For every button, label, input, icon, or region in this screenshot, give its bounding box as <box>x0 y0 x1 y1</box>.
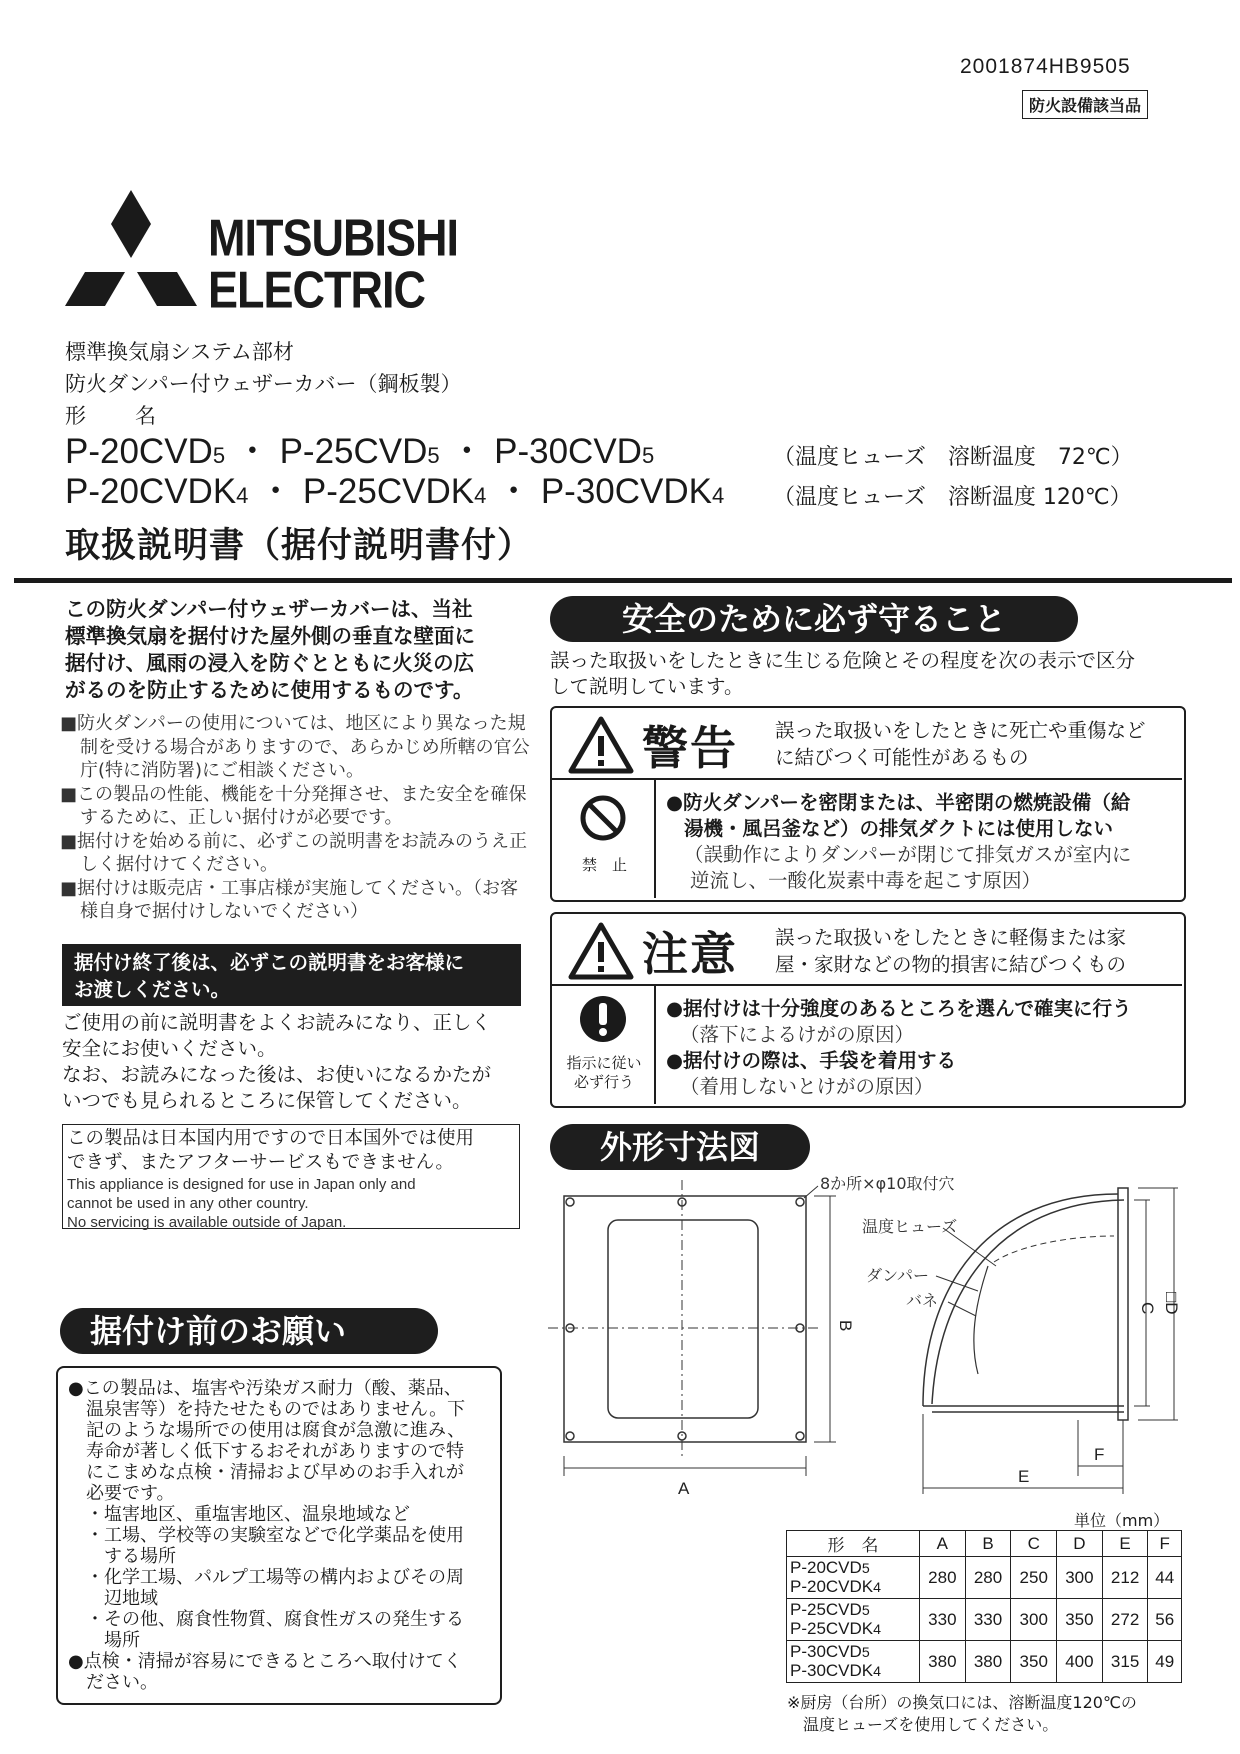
fuse-spec-120: （温度ヒューズ 溶断温度 120℃） <box>773 485 1132 510</box>
table-model-cell <box>787 1599 920 1641</box>
model-name: P-30CVD <box>494 432 642 471</box>
table-cell: 49 <box>1148 1641 1182 1683</box>
domestic-jp-line: できず、またアフターサービスもできません。 <box>67 1152 454 1173</box>
model-name: P-30CVD <box>790 1641 862 1661</box>
pre-item: ●この製品は、塩害や汚染ガス耐力（酸、薬品、 <box>68 1378 462 1399</box>
model-suffix: 4 <box>236 483 249 508</box>
caution-divider <box>552 984 1182 986</box>
read-line: なお、お読みになった後は、お使いになるかたが <box>62 1063 492 1086</box>
model-name: P-25CVDK <box>790 1618 874 1638</box>
mandatory-label-line: 必ず行う <box>573 1073 634 1091</box>
note-item: ■据付けを始める前に、必ずこの説明書をお読みのうえ正しく据付けてください。 <box>60 830 528 875</box>
warning-item-line: 逆流し、一酸化炭素中毒を起こす原因） <box>690 869 1042 892</box>
mitsubishi-logo-icon <box>64 190 199 308</box>
model-suffix: 5 <box>212 443 226 468</box>
intro-line: 標準換気扇を据付けた屋外側の垂直な壁面に <box>65 624 475 648</box>
table-cell: 350 <box>1057 1599 1103 1641</box>
dim-label-a: A <box>678 1479 690 1498</box>
document-code: 2001874HB9505 <box>960 55 1131 78</box>
pre-item: 必要です。 <box>68 1483 175 1504</box>
warning-label: 警告 <box>642 721 738 775</box>
before-install-list <box>68 1378 488 1693</box>
model-name: P-20CVD <box>65 432 213 471</box>
read-paragraph <box>62 1010 527 1114</box>
mandatory-action-icon <box>578 994 628 1044</box>
model-separator: ・ <box>449 432 485 471</box>
pre-item: 場所 <box>68 1630 140 1651</box>
warning-desc-line: 誤った取扱いをしたときに死亡や重傷など <box>775 719 1146 742</box>
caution-triangle-icon <box>568 922 634 980</box>
dimension-drawing <box>548 1176 1188 1506</box>
fire-equipment-badge: 防火設備該当品 <box>1022 90 1148 119</box>
table-cell: 280 <box>965 1557 1011 1599</box>
model-suffix: 5 <box>861 1560 870 1577</box>
pre-item: ・工場、学校等の実験室などで化学薬品を使用 <box>68 1525 464 1546</box>
model-row-1 <box>65 432 654 476</box>
caution-item-line: ●据付けの際は、手袋を着用する <box>666 1049 957 1072</box>
model-suffix: 4 <box>873 1621 882 1638</box>
table-row <box>787 1557 1182 1599</box>
handover-banner <box>62 944 521 1006</box>
brand-line-1: MITSUBISHI <box>208 208 459 268</box>
read-line: 安全にお使いください。 <box>62 1037 277 1060</box>
caution-description <box>775 924 1126 978</box>
safety-lead-line: して説明しています。 <box>550 675 744 698</box>
table-header: C <box>1011 1531 1057 1557</box>
before-install-heading: 据付け前のお願い <box>60 1308 438 1354</box>
pre-item: ・化学工場、パルプ工場等の構内およびその周 <box>68 1567 464 1588</box>
warning-triangle-icon <box>568 716 634 774</box>
model-suffix: 4 <box>873 1663 882 1680</box>
pre-item: 寿命が著しく低下するおそれがありますので特 <box>68 1441 464 1462</box>
table-header: B <box>965 1531 1011 1557</box>
pre-item: ●点検・清掃が容易にできるところへ取付けてく <box>68 1651 462 1672</box>
model-name: P-30CVDK <box>790 1660 874 1680</box>
read-line: いつでも見られるところに保管してください。 <box>62 1089 472 1112</box>
dim-label-c: C <box>1138 1302 1157 1315</box>
model-name: P-25CVDK <box>302 472 475 511</box>
pre-item: 温泉害等）を持たせたものではありません。下 <box>68 1399 466 1420</box>
table-cell: 280 <box>920 1557 966 1599</box>
table-row <box>787 1641 1182 1683</box>
table-cell: 330 <box>965 1599 1011 1641</box>
dim-label-e: E <box>1018 1467 1030 1486</box>
domestic-en-line: cannot be used in any other country. <box>67 1195 309 1212</box>
note-item: ■据付けは販売店・工事店様が実施してください。（お客様自身で据付けしないでください） <box>60 877 519 922</box>
note-item: ■この製品の性能、機能を十分発揮させ、また安全を確保するために、正しい据付けが必要です。 <box>60 783 527 828</box>
mandatory-label <box>564 1054 644 1092</box>
pre-item: ださい。 <box>68 1672 158 1693</box>
table-cell: 272 <box>1102 1599 1148 1641</box>
model-name: P-20CVDK <box>790 1576 874 1596</box>
side-view <box>923 1188 1178 1494</box>
model-suffix: 5 <box>641 443 655 468</box>
handover-line: 据付け終了後は、必ずこの説明書をお客様に <box>74 951 465 974</box>
model-name: P-25CVD <box>279 432 428 471</box>
pre-item: ・その他、腐食性物質、腐食性ガスの発生する <box>68 1609 464 1630</box>
dim-label-f: F <box>1094 1445 1105 1464</box>
table-cell: 315 <box>1102 1641 1148 1683</box>
brand-wordmark <box>208 208 459 319</box>
caution-desc-line: 誤った取扱いをしたときに軽傷または家 <box>775 926 1127 949</box>
warning-item-line: （誤動作によりダンパーが閉じて排気ガスが室内に <box>684 843 1132 866</box>
table-cell: 330 <box>920 1599 966 1641</box>
domestic-en-line: No servicing is available outside of Japan. <box>67 1214 347 1231</box>
table-header: 形 名 <box>787 1531 920 1557</box>
pre-item: する場所 <box>68 1546 176 1567</box>
table-cell: 300 <box>1011 1599 1057 1641</box>
safety-heading: 安全のために必ず守ること <box>550 596 1078 642</box>
pre-item: 記のような場所での使用は腐食が急激に進み、 <box>68 1420 466 1441</box>
handover-line: お渡しください。 <box>74 978 231 1001</box>
model-name: P-25CVD <box>790 1599 862 1619</box>
warning-description <box>775 717 1146 771</box>
intro-line: この防火ダンパー付ウェザーカバーは、当社 <box>65 597 473 621</box>
intro-line: がるのを防止するために使用するものです。 <box>65 678 474 702</box>
model-suffix: 5 <box>861 1644 870 1661</box>
model-label: 形 名 <box>65 404 170 428</box>
dim-label-d: □D <box>1162 1292 1181 1315</box>
read-line: ご使用の前に説明書をよくお読みになり、正しく <box>62 1011 492 1034</box>
safety-lead-line: 誤った取扱いをしたときに生じる危険とその程度を次の表示で区分 <box>550 649 1136 672</box>
title-rule <box>14 578 1232 583</box>
fuse-spec-72: （温度ヒューズ 溶断温度 72℃） <box>773 445 1133 470</box>
table-cell: 44 <box>1148 1557 1182 1599</box>
domestic-use-notice <box>62 1124 520 1229</box>
intro-line: 据付け、風雨の浸入を防ぐとともに火災の広 <box>65 651 475 675</box>
footnote-line: 温度ヒューズを使用してください。 <box>787 1715 1059 1734</box>
kitchen-footnote <box>787 1692 1187 1736</box>
table-header: A <box>920 1531 966 1557</box>
prohibit-label: 禁 止 <box>582 856 628 874</box>
caution-label: 注意 <box>642 927 738 981</box>
prohibit-icon <box>578 793 628 843</box>
caution-desc-line: 屋・家財などの物的損害に結びつくもの <box>775 953 1127 976</box>
note-item: ■防火ダンパーの使用については、地区により異なった規制を受ける場合がありますので、あらかじめ所轄の官公庁(特に消防署)にご相談ください。 <box>60 713 530 781</box>
domestic-jp-line: この製品は日本国内用ですので日本国外では使用 <box>67 1128 475 1149</box>
warning-desc-line: に結びつく可能性があるもの <box>775 746 1029 769</box>
product-category: 標準換気扇システム部材 <box>65 340 294 364</box>
model-name: P-20CVDK <box>65 472 237 511</box>
spring-label: バネ <box>906 1291 939 1310</box>
model-name: P-20CVD <box>790 1557 862 1577</box>
warning-divider <box>552 778 1182 780</box>
pre-item: ・塩害地区、重塩害地区、温泉地域など <box>68 1504 410 1525</box>
caution-item-line: ●据付けは十分強度のあるところを選んで確実に行う <box>666 997 1132 1020</box>
warning-item-line: 湯機・風呂釜など）の排気ダクトには使用しない <box>684 817 1114 840</box>
model-separator: ・ <box>234 432 270 471</box>
dim-label-b: B <box>836 1320 855 1332</box>
caution-item-line: （着用しないとけがの原因） <box>680 1075 934 1098</box>
model-suffix: 5 <box>861 1602 870 1619</box>
fuse-label: 温度ヒューズ <box>862 1217 958 1236</box>
table-cell: 250 <box>1011 1557 1057 1599</box>
table-cell: 212 <box>1102 1557 1148 1599</box>
caution-column-divider <box>654 984 656 1104</box>
table-model-cell <box>787 1557 920 1599</box>
model-separator: ・ <box>258 472 294 511</box>
domestic-en-line: This appliance is designed for use in Japan only and <box>67 1176 416 1193</box>
pre-item: 辺地域 <box>68 1588 158 1609</box>
document-title: 取扱説明書（据付説明書付） <box>65 526 534 566</box>
front-view <box>548 1180 836 1476</box>
dimension-table <box>786 1530 1182 1683</box>
table-cell: 350 <box>1011 1641 1057 1683</box>
damper-label: ダンパー <box>866 1266 930 1285</box>
warning-item-line: ●防火ダンパーを密閉または、半密閉の燃焼設備（給 <box>666 791 1131 814</box>
caution-items <box>666 996 1178 1100</box>
model-separator: ・ <box>496 472 532 511</box>
table-header: E <box>1102 1531 1148 1557</box>
table-model-cell <box>787 1641 920 1683</box>
table-cell: 380 <box>920 1641 966 1683</box>
model-suffix: 5 <box>427 443 440 468</box>
table-cell: 400 <box>1057 1641 1103 1683</box>
brand-line-2: ELECTRIC <box>208 260 425 319</box>
table-header: D <box>1057 1531 1103 1557</box>
notes-list <box>60 712 530 924</box>
table-cell: 56 <box>1148 1599 1182 1641</box>
model-suffix: 4 <box>873 1579 882 1596</box>
warning-column-divider <box>654 778 656 898</box>
product-name: 防火ダンパー付ウェザーカバー（鋼板製） <box>65 372 462 396</box>
mandatory-label-line: 指示に従い <box>566 1054 642 1072</box>
caution-item-line: （落下によるけがの原因） <box>680 1023 915 1046</box>
pre-item: にこまめな点検・清掃および早めのお手入れが <box>68 1462 464 1483</box>
dimensions-heading: 外形寸法図 <box>550 1124 810 1170</box>
table-cell: 380 <box>965 1641 1011 1683</box>
holes-label: 8か所×φ10取付穴 <box>820 1176 955 1193</box>
table-header: F <box>1148 1531 1182 1557</box>
footnote-line: ※厨房（台所）の換気口には、溶断温度120℃の <box>787 1693 1137 1712</box>
model-name: P-30CVDK <box>540 472 712 511</box>
table-row <box>787 1599 1182 1641</box>
model-suffix: 4 <box>474 483 487 508</box>
model-row-2 <box>65 472 724 516</box>
intro-paragraph <box>65 596 523 704</box>
unit-label: 単位（mm） <box>1074 1511 1170 1530</box>
warning-item <box>666 790 1178 894</box>
model-suffix: 4 <box>711 483 725 508</box>
safety-lead <box>550 648 1190 700</box>
table-cell: 300 <box>1057 1557 1103 1599</box>
